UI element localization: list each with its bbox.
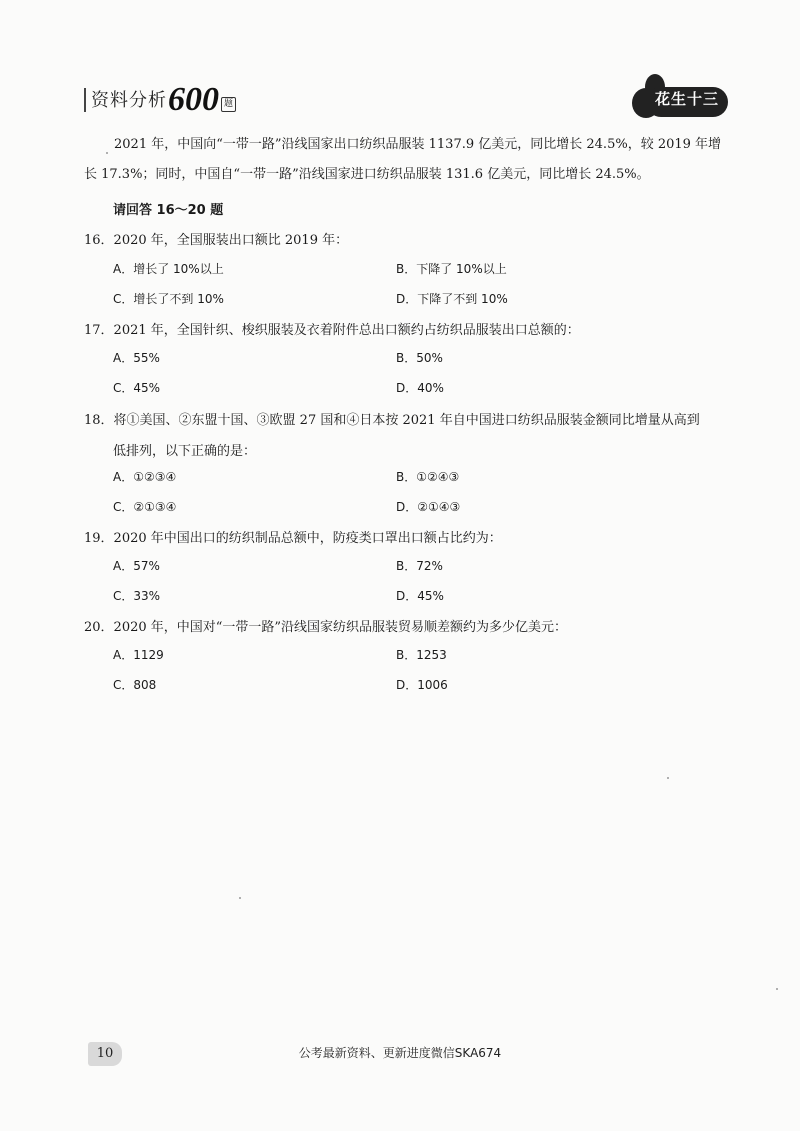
question-18-stem-continued: 低排列，以下正确的是： [113, 444, 257, 459]
question-17-option-c: C．45% [113, 381, 161, 395]
material-paragraph: 2021 年，中国向“一带一路”沿线国家出口纺织品服装 1137.9 亿美元，同比增长 24.5%，较 2019 年增长 17.3%；同时，中国自“一带一路”沿线国家进口纺织品服装 131.6 亿美元，同比增长 24.5%。 [84, 137, 722, 182]
scan-speck [106, 152, 108, 154]
question-17-option-a: A．55% [113, 351, 160, 365]
book-title-number: 600 [168, 81, 219, 118]
header-divider [84, 88, 86, 112]
question-19-option-a: A．57% [113, 559, 160, 573]
scan-speck [239, 897, 241, 899]
question-20-stem: 20．2020 年，中国对“一带一路”沿线国家纺织品服装贸易顺差额约为多少亿美元： [84, 620, 568, 635]
instruction: 请回答 16～20 题 [113, 203, 224, 218]
question-19-stem: 19．2020 年中国出口的纺织制品总额中，防疫类口罩出口额占比约为： [84, 531, 502, 546]
question-19-option-d: D．45% [396, 589, 444, 603]
scan-speck [667, 777, 669, 779]
book-header [84, 83, 236, 117]
question-19-option-b: B．72% [396, 559, 443, 573]
question-16-option-a: A．增长了 10%以上 [113, 262, 224, 276]
logo-text: 花生十三 [655, 90, 720, 108]
question-16-option-c: C．增长了不到 10% [113, 292, 224, 306]
question-20-option-a: A．1129 [113, 648, 164, 662]
scan-speck [776, 988, 778, 990]
question-18-stem: 18．将①美国、②东盟十国、③欧盟 27 国和④日本按 2021 年自中国进口纺织品服装金额同比增量从高到 [84, 413, 700, 428]
book-title-suffix: 题 [221, 97, 236, 112]
question-16-option-d: D．下降了不到 10% [396, 292, 508, 306]
question-18-option-d: D．②①④③ [396, 500, 461, 514]
page-number: 10 [88, 1042, 122, 1066]
question-20-option-d: D．1006 [396, 678, 448, 692]
question-17-option-b: B．50% [396, 351, 443, 365]
question-18-option-a: A．①②③④ [113, 470, 177, 484]
question-17-option-d: D．40% [396, 381, 444, 395]
question-20-option-c: C．808 [113, 678, 157, 692]
book-title: 资料分析 [91, 90, 167, 111]
question-19-option-c: C．33% [113, 589, 161, 603]
question-17-stem: 17．2021 年，全国针织、梭织服装及衣着附件总出口额约占纺织品服装出口总额的： [84, 323, 580, 338]
question-18-option-c: C．②①③④ [113, 500, 177, 514]
question-16-stem: 16．2020 年，全国服装出口额比 2019 年： [84, 233, 349, 248]
question-18-option-b: B．①②④③ [396, 470, 460, 484]
question-16-option-b: B．下降了 10%以上 [396, 262, 507, 276]
footer-text: 公考最新资料、更新进度微信SKA674 [298, 1046, 502, 1060]
question-20-option-b: B．1253 [396, 648, 447, 662]
